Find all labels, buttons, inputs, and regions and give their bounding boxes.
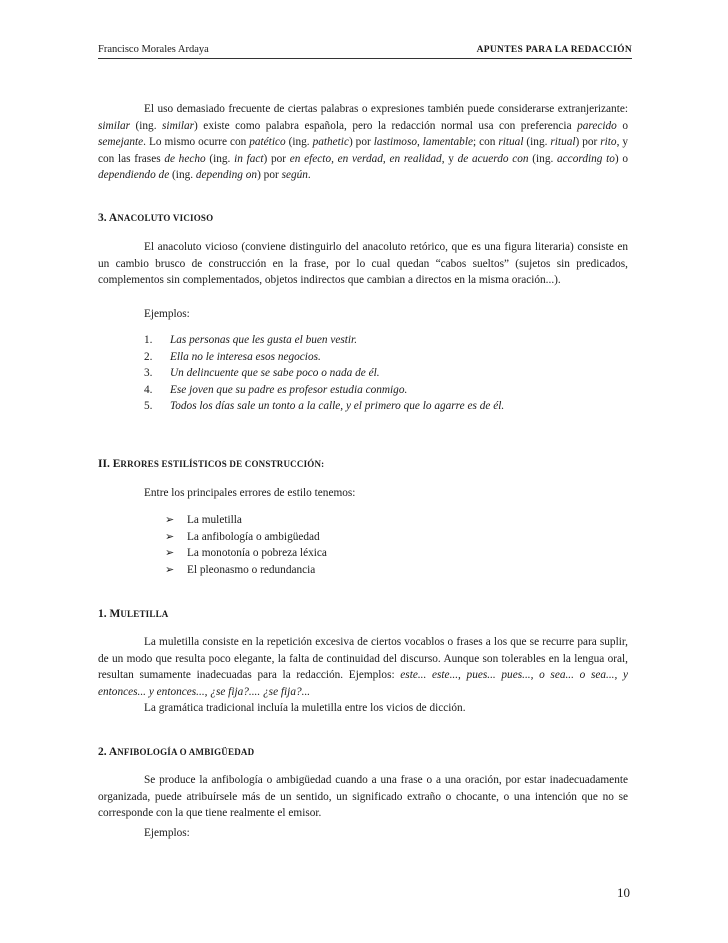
- anfibologia-paragraph: Se produce la anfibología o ambigüedad cuando a una frase o a una oración, por estar inadecuadamente organizada, puede atribuírsele más de un sentido, un significado extraño o chocante, o una intención que no se corresponde con la que tiene realmente el emisor.: [98, 774, 628, 819]
- section-anfibologia: [98, 744, 628, 761]
- header-title: APUNTES PARA LA REDACCIÓN: [476, 45, 632, 55]
- errores-intro: Entre los principales errores de estilo tenemos:: [144, 487, 356, 499]
- example-item: 3. Un delincuente que se sabe poco o nada de él.: [144, 367, 380, 379]
- anacoluto-body-block: [98, 239, 628, 289]
- list-item: ➢ El pleonasmo o redundancia: [165, 562, 625, 579]
- arrow-bullet-icon: ➢: [165, 514, 175, 526]
- anacoluto-paragraph: El anacoluto vicioso (conviene distinguirlo del anacoluto retórico, que es una figura literaria) consiste en un cambio brusco de construcción en la frase, por lo cual quedan “cabos sueltos” (sujetos sin predicados, complementos sin complementados, objetos indirectos que cambian a directos en la misma oración...).: [98, 241, 628, 286]
- heading-errores: II. ERRORES ESTILÍSTICOS DE CONSTRUCCIÓN:: [98, 458, 325, 470]
- section-muletilla: [98, 606, 628, 623]
- muletilla-body-block: [98, 634, 628, 717]
- anfibologia-examples-block: [98, 825, 628, 842]
- page-number: 10: [617, 885, 630, 900]
- intro-block: [98, 101, 628, 184]
- header-rule: [98, 58, 632, 59]
- example-item: 5. Todos los días sale un tonto a la calle, y el primero que lo agarre es de él.: [144, 400, 505, 412]
- anacoluto-examples-label: Ejemplos:: [144, 308, 190, 320]
- example-item: 1. Las personas que les gusta el buen vestir.: [144, 334, 358, 346]
- muletilla-paragraph: La muletilla consiste en la repetición excesiva de ciertos vocablos o frases a los que se recurre para suplir, de un modo que resulta poco elegante, la falta de continuidad del discurso. Aunque son tolerables en la lengua oral, resultan sumamente inadecuadas para la redacción. Ejemplos: este... este..., pues... pues..., o sea... o sea..., y entonces... y entonces..., ¿se fija?.... ¿se fija?...: [98, 636, 629, 698]
- intro-paragraph: El uso demasiado frecuente de ciertas palabras o expresiones también puede considerarse extranjerizante: similar (ing. similar) existe como palabra española, pero la redacción normal usa con preferencia parecido o semejante. Lo mismo ocurre con patético (ing. pathetic) por lastimoso, lamentable; con ritual (ing. ritual) por rito, y con las frases de hecho (ing. in fact) por en efecto, en verdad, en realidad, y de acuerdo con (ing. according to) o dependiendo de (ing. depending on) por según.: [98, 103, 629, 181]
- heading-muletilla: 1. MULETILLA: [98, 608, 169, 620]
- list-item: ➢ La muletilla: [165, 512, 625, 529]
- heading-anacoluto: 3. ANACOLUTO VICIOSO: [98, 212, 214, 224]
- arrow-bullet-icon: ➢: [165, 563, 175, 576]
- example-item: 4. Ese joven que su padre es profesor estudia conmigo.: [144, 383, 408, 396]
- heading-anfibologia: 2. ANFIBOLOGÍA O AMBIGÜEDAD: [98, 746, 255, 758]
- errores-list: [165, 512, 625, 578]
- list-item: ➢ La monotonía o pobreza léxica: [165, 545, 625, 562]
- errores-intro-block: [98, 485, 628, 502]
- section-anacoluto: [98, 210, 628, 227]
- muletilla-paragraph-2: La gramática tradicional incluía la muletilla entre los vicios de dicción.: [144, 702, 466, 714]
- arrow-bullet-icon: ➢: [165, 547, 175, 559]
- anfibologia-examples-label: Ejemplos:: [144, 827, 190, 839]
- anfibologia-body-block: [98, 772, 628, 822]
- header-author: Francisco Morales Ardaya: [98, 44, 209, 55]
- arrow-bullet-icon: ➢: [165, 530, 175, 543]
- section-errores: [98, 456, 628, 473]
- example-item: 2. Ella no le interesa esos negocios.: [144, 350, 321, 363]
- anacoluto-examples-block: [98, 306, 628, 323]
- list-item: ➢ La anfibología o ambigüedad: [165, 529, 625, 546]
- anacoluto-examples-list-block: [144, 332, 628, 415]
- anacoluto-examples-list: [144, 332, 628, 415]
- errores-list-block: [165, 512, 625, 578]
